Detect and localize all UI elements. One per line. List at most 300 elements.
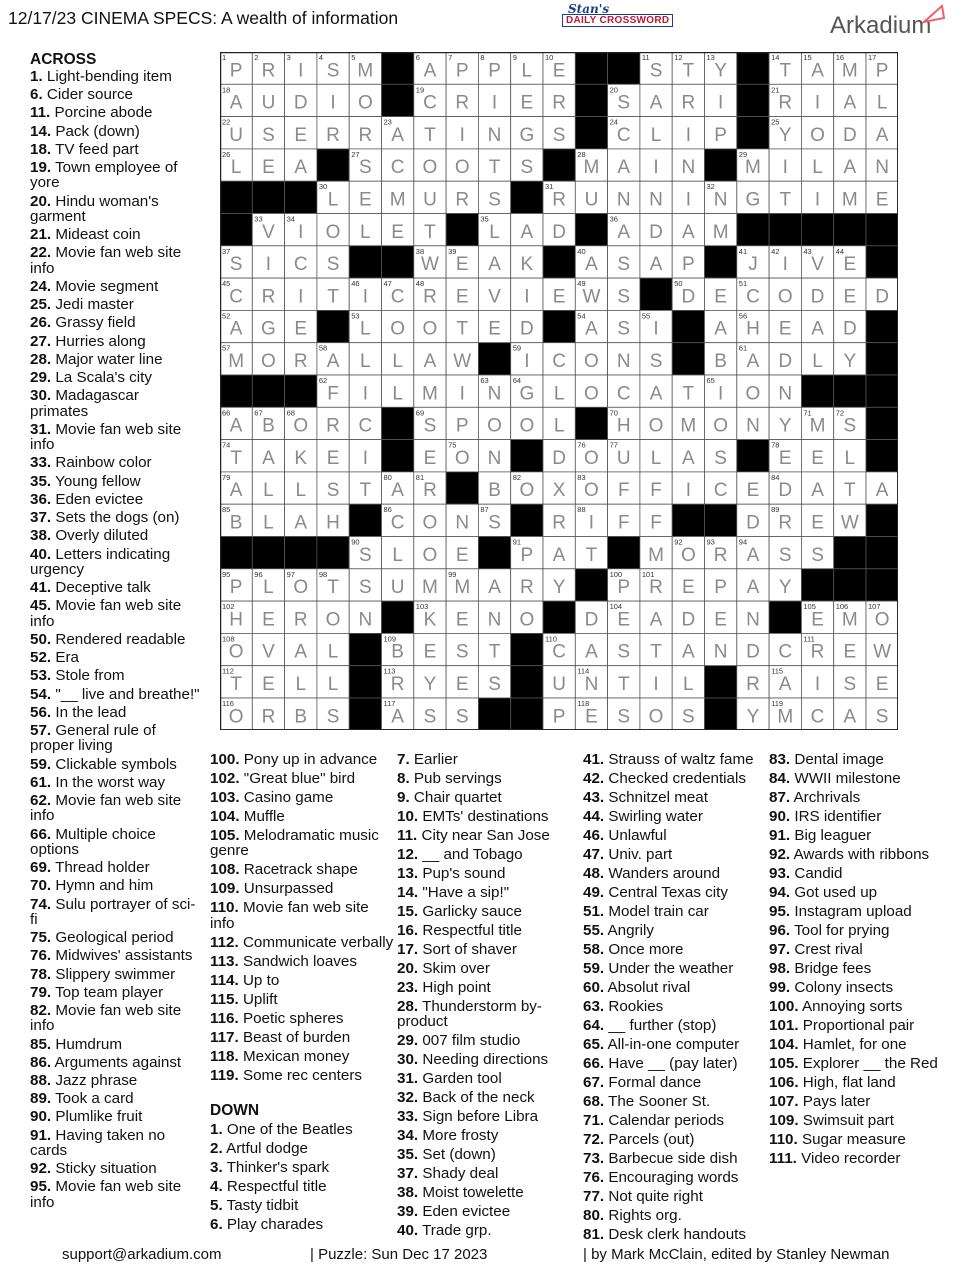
clue-number: 117. (210, 1028, 239, 1046)
down3-clue[interactable] (583, 1037, 765, 1052)
cell-letter: D (552, 221, 567, 243)
cell-letter: I (362, 383, 368, 405)
across-clue[interactable] (30, 194, 200, 225)
across-clue[interactable] (30, 422, 200, 453)
cell-letter: E (875, 674, 889, 695)
across-clue[interactable] (30, 1179, 200, 1210)
cell-letter: M (712, 221, 729, 243)
cell-letter: I (330, 92, 336, 114)
down3-clue[interactable] (583, 828, 765, 843)
down2-clue[interactable] (397, 961, 579, 976)
across-clue[interactable] (30, 1109, 200, 1124)
cell-number: 65 (706, 376, 715, 385)
across-clue[interactable] (30, 547, 200, 578)
across-clue[interactable] (30, 705, 200, 720)
down4-clue[interactable] (769, 771, 969, 786)
across2-clue[interactable] (210, 1011, 396, 1026)
clue-number: 19. (30, 159, 52, 177)
down2-clue[interactable] (397, 790, 579, 805)
across-clue[interactable] (30, 1091, 200, 1106)
grid-block (446, 214, 478, 246)
cell-letter: L (327, 674, 339, 695)
cell-letter: A (294, 512, 308, 534)
down2-clue[interactable] (397, 866, 579, 881)
cell-letter: A (617, 221, 631, 243)
cell-letter: R (552, 512, 567, 534)
clue-text: The Sooner St. (608, 1093, 711, 1110)
across2-clue[interactable] (210, 809, 396, 824)
cell-letter: U (390, 577, 405, 599)
across-clue[interactable] (30, 793, 200, 824)
clue-text: Play charades (226, 1215, 324, 1233)
cell-number: 32 (706, 182, 715, 192)
cell-letter: S (520, 157, 534, 179)
cell-letter: P (455, 415, 469, 437)
grid-block (543, 149, 575, 181)
cell-letter: P (520, 544, 534, 566)
clue-number: 41. (30, 579, 52, 597)
down2-clue[interactable] (397, 1052, 579, 1067)
down3-clue[interactable] (583, 1151, 765, 1166)
grid-block (575, 214, 607, 246)
across2-clue[interactable] (210, 992, 396, 1007)
down3-clue[interactable] (583, 904, 765, 919)
down2-clue[interactable] (397, 1204, 579, 1219)
cell-letter: B (294, 706, 308, 728)
cell-letter: E (617, 609, 631, 631)
grid-block (478, 537, 510, 569)
across2-clue[interactable] (210, 881, 396, 896)
across2-clue[interactable] (210, 900, 396, 931)
cell-letter: B (488, 480, 501, 502)
clue-number: 40. (397, 1222, 419, 1240)
down3-clue[interactable] (583, 885, 765, 900)
cell-letter: E (778, 318, 792, 340)
cell-number: 79 (222, 472, 231, 482)
clue-text: City near San Jose (421, 827, 550, 844)
cell-letter: U (423, 189, 437, 211)
across2-clue[interactable] (210, 752, 396, 767)
across-clue[interactable] (30, 878, 200, 893)
cell-letter: R (261, 706, 276, 728)
clue-number: 3. (210, 1158, 223, 1176)
across-clue[interactable] (30, 245, 200, 276)
down2-clue[interactable] (397, 752, 579, 767)
across-clue[interactable] (30, 227, 200, 242)
grid-block (220, 214, 252, 246)
down4-clue[interactable] (769, 847, 969, 862)
down-clue[interactable] (210, 1217, 396, 1232)
down2-clue[interactable] (397, 1128, 579, 1143)
cell-number: 27 (351, 149, 360, 159)
down-clue[interactable] (210, 1141, 396, 1156)
across-clue[interactable] (30, 948, 200, 963)
down2-clue[interactable] (397, 828, 579, 843)
cell-letter: O (584, 480, 599, 502)
cell-letter: M (809, 415, 826, 437)
cell-letter: L (392, 383, 403, 405)
clue-text: Rookies (608, 998, 664, 1015)
across-clue[interactable] (30, 69, 200, 84)
cell-letter: I (459, 383, 465, 405)
stans-logo: Stan's (568, 2, 610, 16)
down3-clue[interactable] (583, 999, 765, 1014)
clue-text: High point (422, 979, 491, 996)
cell-letter: S (326, 480, 340, 502)
cell-letter: D (842, 318, 857, 340)
cell-letter: S (617, 641, 631, 663)
cell-letter: K (520, 254, 534, 276)
cell-letter: C (552, 641, 567, 663)
across-clue[interactable] (30, 334, 200, 349)
clue-text: Multiple choice options (30, 825, 156, 858)
clue-text: Pub servings (413, 770, 502, 787)
clue-number: 104. (769, 1036, 799, 1053)
clue-number: 1. (30, 68, 43, 85)
clue-number: 65. (583, 1036, 605, 1053)
cell-number: 106 (835, 602, 849, 612)
across2-clue[interactable] (210, 954, 396, 969)
down2-clue[interactable] (397, 1033, 579, 1048)
down4-clue[interactable] (769, 866, 969, 881)
grid-block (575, 117, 607, 149)
down4-clue[interactable] (769, 1018, 969, 1033)
across-clue[interactable] (30, 757, 200, 772)
across-clue[interactable] (30, 160, 200, 191)
cell-letter: N (584, 674, 599, 695)
down3-clue[interactable] (583, 923, 765, 938)
down3-clue[interactable] (583, 866, 765, 881)
clue-text: Hindu woman's garment (30, 192, 159, 226)
cell-letter: E (714, 609, 727, 631)
clue-number: 116. (210, 1009, 239, 1027)
clue-text: Dental image (794, 751, 884, 768)
cell-letter: N (487, 124, 502, 146)
cell-letter: D (842, 124, 857, 146)
crossword-grid[interactable] (220, 52, 898, 730)
down4-clue[interactable] (769, 809, 969, 824)
across-clue[interactable] (30, 860, 200, 875)
down3-clue[interactable] (583, 1132, 765, 1147)
down-heading: DOWN (210, 1102, 260, 1120)
cell-letter: R (552, 92, 567, 114)
down4-clue[interactable] (769, 904, 969, 919)
across-clue[interactable] (30, 1128, 200, 1159)
cell-letter: E (455, 674, 469, 695)
down2-clue[interactable] (397, 771, 579, 786)
down4-clue[interactable] (769, 923, 969, 938)
cell-number: 35 (480, 214, 489, 224)
across-clue[interactable] (30, 455, 200, 470)
across-clue[interactable] (30, 87, 200, 102)
down3-clue[interactable] (583, 1189, 765, 1204)
down2-clue[interactable] (397, 1090, 579, 1105)
cell-number: 87 (480, 505, 489, 515)
down3-clue[interactable] (583, 1056, 765, 1071)
across-clue[interactable] (30, 668, 200, 683)
cell-letter: M (389, 189, 406, 211)
grid-block (866, 343, 898, 375)
across-clue[interactable] (30, 105, 200, 120)
clue-number: 80. (583, 1207, 605, 1224)
grid-block (801, 569, 833, 601)
down3-clue[interactable] (583, 752, 765, 767)
down4-clue[interactable] (769, 1094, 969, 1109)
cell-letter: D (584, 609, 599, 631)
down4-clue[interactable] (769, 885, 969, 900)
cell-number: 109 (383, 634, 397, 644)
cell-letter: A (843, 706, 857, 728)
cell-letter: E (811, 609, 824, 631)
clue-text: 007 film studio (422, 1032, 521, 1050)
cell-letter: R (455, 92, 470, 114)
cell-number: 58 (318, 343, 328, 353)
across-clue[interactable] (30, 580, 200, 595)
across-clue[interactable] (30, 723, 200, 754)
cell-number: 29 (738, 149, 748, 159)
cell-letter: R (390, 674, 405, 695)
down4-clue[interactable] (769, 752, 969, 767)
cell-number: 62 (318, 376, 328, 385)
across2-clue[interactable] (210, 1049, 396, 1064)
across-clue[interactable] (30, 1037, 200, 1052)
down-clues-col5 (769, 752, 969, 1170)
cell-letter: S (617, 286, 631, 308)
cell-letter: T (359, 480, 372, 502)
clue-number: 30. (30, 387, 52, 405)
down3-clue[interactable] (583, 942, 765, 957)
down2-clue[interactable] (397, 1185, 579, 1200)
clue-number: 46. (583, 827, 605, 844)
down4-clue[interactable] (769, 999, 969, 1014)
across-clue[interactable] (30, 1055, 200, 1070)
cell-letter: T (230, 674, 242, 695)
down4-clue[interactable] (769, 961, 969, 976)
cell-letter: C (552, 351, 567, 372)
cell-letter: P (714, 124, 727, 146)
down3-clue[interactable] (583, 847, 765, 862)
down-clue[interactable] (210, 1198, 396, 1213)
cell-letter: A (875, 124, 889, 146)
across-clue[interactable] (30, 315, 200, 330)
down3-clue[interactable] (583, 961, 765, 976)
clue-number: 53. (30, 667, 52, 685)
clue-number: 92. (30, 1160, 52, 1178)
down3-clue[interactable] (583, 1113, 765, 1128)
down2-clue[interactable] (397, 1109, 579, 1124)
down3-clue[interactable] (583, 1227, 765, 1242)
clue-text: Swimsuit part (802, 1112, 894, 1129)
down4-clue[interactable] (769, 942, 969, 957)
cell-number: 93 (706, 537, 715, 547)
down4-clue[interactable] (769, 1151, 969, 1166)
clue-text: Thinker's spark (226, 1158, 330, 1176)
down2-clue[interactable] (397, 809, 579, 824)
across2-clue[interactable] (210, 1068, 396, 1083)
clue-number: 95. (769, 903, 791, 920)
across2-clue[interactable] (210, 771, 396, 786)
cell-number: 50 (674, 279, 683, 289)
down3-clue[interactable] (583, 1208, 765, 1223)
across-clue[interactable] (30, 930, 200, 945)
across-clue[interactable] (30, 1073, 200, 1088)
down2-clue[interactable] (397, 847, 579, 862)
down-clue[interactable] (210, 1160, 396, 1175)
down4-clue[interactable] (769, 828, 969, 843)
clue-text: Skim over (422, 960, 490, 977)
across2-clue[interactable] (210, 790, 396, 805)
across-clue[interactable] (30, 388, 200, 419)
down2-clue[interactable] (397, 999, 579, 1030)
down3-clue[interactable] (583, 1094, 765, 1109)
clue-text: Midwives' assistants (55, 947, 193, 965)
grid-block (608, 52, 640, 84)
across-clue[interactable] (30, 297, 200, 312)
clue-number: 102. (210, 770, 240, 787)
across2-clue[interactable] (210, 935, 396, 950)
across-clue[interactable] (30, 474, 200, 489)
across-clue[interactable] (30, 967, 200, 982)
cell-letter: N (713, 189, 728, 211)
down2-clue[interactable] (397, 1223, 579, 1238)
across2-clue[interactable] (210, 1030, 396, 1045)
across-clue[interactable] (30, 492, 200, 507)
across-clue[interactable] (30, 598, 200, 629)
across-clue[interactable] (30, 650, 200, 665)
cell-letter: S (326, 706, 340, 728)
cell-letter: S (617, 254, 631, 276)
down-clue[interactable] (210, 1179, 396, 1194)
cell-letter: L (812, 157, 823, 179)
down4-clue[interactable] (769, 1037, 969, 1052)
across-clue[interactable] (30, 1003, 200, 1034)
cell-letter: T (779, 60, 792, 82)
cell-number: 37 (222, 246, 231, 256)
cell-letter: W (420, 254, 439, 276)
cell-letter: N (487, 447, 502, 469)
down2-clue[interactable] (397, 904, 579, 919)
cell-letter: B (391, 641, 404, 663)
clue-text: Got used up (794, 884, 878, 901)
down3-clue[interactable] (583, 771, 765, 786)
across-clue[interactable] (30, 632, 200, 647)
cell-letter: S (617, 706, 631, 728)
down3-clue[interactable] (583, 980, 765, 995)
across-clue[interactable] (30, 370, 200, 385)
across2-clue[interactable] (210, 862, 396, 877)
cell-number: 72 (835, 408, 845, 418)
across-clue[interactable] (30, 279, 200, 294)
across-clue[interactable] (30, 510, 200, 525)
cell-number: 38 (415, 246, 425, 256)
clue-text: Garlicky sauce (422, 903, 522, 920)
clue-number: 47. (583, 846, 605, 863)
across2-clue[interactable] (210, 973, 396, 988)
clue-text: Awards with ribbons (793, 846, 930, 863)
cell-letter: V (488, 286, 501, 308)
grid-block (543, 601, 575, 633)
cell-letter: C (358, 415, 373, 437)
grid-block (349, 633, 381, 665)
cell-letter: A (552, 544, 566, 566)
clue-text: Unlawful (608, 827, 667, 844)
clue-number: 93. (769, 865, 791, 882)
across2-clue[interactable] (210, 828, 396, 859)
down3-clue[interactable] (583, 790, 765, 805)
down3-clue[interactable] (583, 1018, 765, 1033)
clue-number: 8. (397, 770, 410, 787)
cell-letter: R (778, 92, 793, 114)
clue-number: 33. (30, 454, 52, 472)
down2-clue[interactable] (397, 1147, 579, 1162)
cell-letter: C (229, 286, 244, 308)
down4-clue[interactable] (769, 1113, 969, 1128)
across-clue[interactable] (30, 124, 200, 139)
cell-letter: E (455, 254, 469, 276)
clue-text: Porcine abode (54, 104, 153, 122)
support-email[interactable]: support@arkadium.com (62, 1246, 222, 1263)
cell-letter: N (746, 415, 760, 437)
clue-text: Unsurpassed (243, 880, 334, 898)
across-clue[interactable] (30, 1161, 200, 1176)
across-clue[interactable] (30, 897, 200, 928)
down4-clue[interactable] (769, 790, 969, 805)
across-clue[interactable] (30, 142, 200, 157)
cell-letter: R (293, 609, 308, 631)
down2-clue[interactable] (397, 980, 579, 995)
cell-letter: O (357, 92, 373, 114)
down3-clue[interactable] (583, 1170, 765, 1185)
clue-text: Light-bending item (46, 68, 172, 85)
down4-clue[interactable] (769, 1075, 969, 1090)
across-clue[interactable] (30, 775, 200, 790)
cell-number: 1 (222, 53, 227, 62)
cell-letter: O (422, 512, 438, 534)
cell-letter: I (718, 92, 724, 114)
down2-clue[interactable] (397, 942, 579, 957)
cell-letter: U (584, 189, 599, 211)
cell-number: 86 (383, 505, 392, 515)
clue-text: Respectful title (422, 922, 522, 939)
grid-block (866, 569, 898, 601)
cell-number: 16 (835, 53, 845, 62)
cell-letter: D (810, 286, 825, 308)
down3-clue[interactable] (583, 1075, 765, 1090)
cell-letter: U (552, 674, 567, 695)
across-clue[interactable] (30, 687, 200, 702)
down4-clue[interactable] (769, 980, 969, 995)
across-clue[interactable] (30, 985, 200, 1000)
across-clue[interactable] (30, 528, 200, 543)
down2-clue[interactable] (397, 923, 579, 938)
down2-clue[interactable] (397, 1166, 579, 1181)
down4-clue[interactable] (769, 1056, 969, 1071)
cell-letter: M (228, 351, 245, 372)
clue-number: 75. (30, 929, 52, 947)
down-clue[interactable] (210, 1122, 396, 1137)
across-clue[interactable] (30, 352, 200, 367)
down4-clue[interactable] (769, 1132, 969, 1147)
cell-letter: S (811, 544, 824, 566)
clue-text: Movie fan web site info (30, 244, 182, 277)
down2-clue[interactable] (397, 885, 579, 900)
down3-clue[interactable] (583, 809, 765, 824)
clue-text: Earlier (413, 751, 458, 768)
across-clue[interactable] (30, 827, 200, 858)
clue-number: 37. (30, 509, 52, 527)
down2-clue[interactable] (397, 1071, 579, 1086)
clue-number: 36. (30, 490, 52, 508)
